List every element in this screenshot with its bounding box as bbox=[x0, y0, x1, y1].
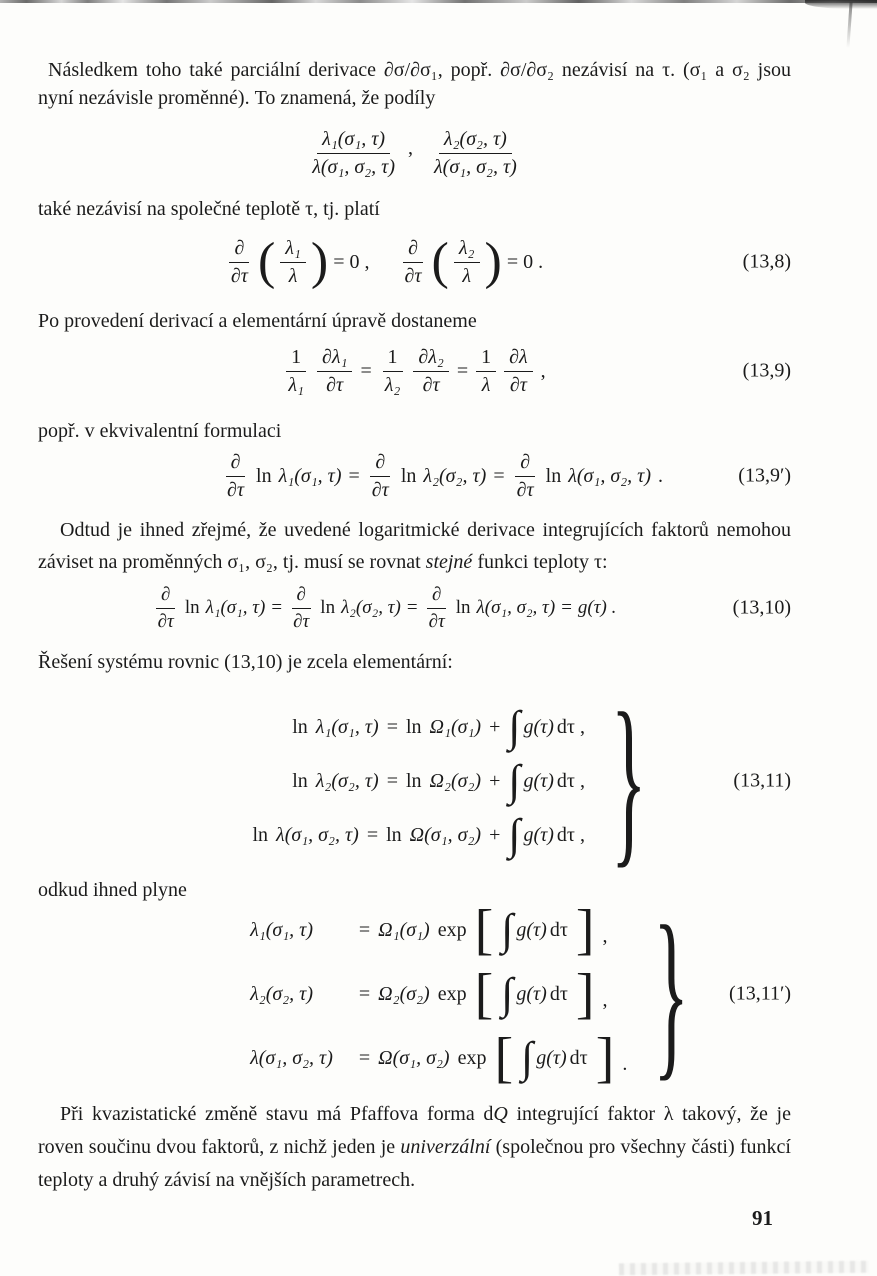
differential: dτ bbox=[569, 1046, 588, 1069]
math-term-g: g(τ) . bbox=[577, 597, 617, 618]
math-term: Ω(σ₁, σ₂) bbox=[409, 823, 482, 846]
fraction-denominator: λ(σ₁, σ₂, τ) bbox=[434, 155, 517, 178]
equation-rhs: = 0 , bbox=[333, 250, 370, 273]
ln-operator: ln bbox=[405, 715, 422, 738]
big-bracket-right: ] bbox=[595, 1027, 615, 1089]
math-expression bbox=[222, 450, 663, 503]
fraction-numerator: ∂λ bbox=[504, 345, 533, 372]
math-term: λ₂(σ₂, τ) bbox=[341, 597, 401, 618]
separator-comma: , bbox=[408, 136, 413, 159]
scan-artifact-bottom-right bbox=[619, 1261, 869, 1276]
math-fraction bbox=[153, 583, 179, 634]
text-run: (společnou pro všechny části) funkcí teploty a druhý závisí na vnějších parametrech. bbox=[38, 1136, 791, 1191]
paragraph-take-nezavisi: také nezávisí na společné teplotě τ, tj. platí bbox=[38, 198, 380, 220]
equation-13-8 bbox=[38, 226, 791, 298]
math-fraction bbox=[413, 345, 449, 398]
integral-group bbox=[501, 969, 568, 1018]
equals-sign: = bbox=[493, 464, 505, 487]
ln-operator: ln bbox=[320, 597, 336, 618]
equals-sign: = bbox=[386, 769, 398, 792]
system-brace-right: } bbox=[610, 676, 647, 886]
exp-operator: exp bbox=[457, 1046, 487, 1069]
ln-operator: ln bbox=[386, 823, 402, 846]
math-term: λ₁(σ₁, τ) bbox=[205, 597, 266, 618]
big-bracket-right: ] bbox=[575, 899, 595, 961]
fraction-denominator: ∂τ bbox=[422, 373, 440, 396]
fraction-denominator: ∂τ bbox=[516, 478, 534, 501]
math-term: λ₂(σ₂, τ) bbox=[423, 464, 487, 487]
equation-line-rhs bbox=[358, 1027, 628, 1089]
math-term: λ(σ₁, σ₂, τ) bbox=[476, 597, 556, 618]
fraction-numerator: ∂ bbox=[427, 583, 446, 609]
equation-system-lines bbox=[250, 899, 628, 1089]
fraction-numerator: ∂ bbox=[515, 450, 535, 477]
math-term: λ(σ₁, σ₂, τ) bbox=[276, 823, 359, 846]
big-paren-left: ( bbox=[257, 233, 276, 290]
equation-line-rhs bbox=[358, 899, 628, 961]
system-brace-right: } bbox=[653, 889, 689, 1099]
fraction-numerator: λ₂(σ₂, τ) bbox=[439, 127, 512, 154]
fraction-numerator: ∂λ₁ bbox=[317, 345, 353, 372]
integrand: g(τ) bbox=[523, 715, 554, 738]
math-fraction bbox=[400, 236, 427, 289]
equation-label: (13,11) bbox=[733, 769, 791, 792]
integral-group bbox=[508, 756, 585, 805]
paragraph-intro: Následkem toho také parciální derivace ∂σ/∂σ₁, popř. ∂σ/∂σ₂ nezávisí na τ. (σ₁ a σ₂ jsou nyní nezávisle proměnné). To znamená, že podíly bbox=[38, 59, 791, 109]
ln-operator: ln bbox=[292, 715, 308, 738]
equation-system-lines bbox=[252, 702, 585, 859]
fraction-denominator: ∂τ bbox=[157, 610, 174, 632]
equals-sign: = bbox=[561, 597, 572, 618]
math-fraction bbox=[476, 345, 496, 398]
equation-label: (13,8) bbox=[742, 250, 791, 273]
differential: dτ , bbox=[556, 769, 585, 792]
fraction-denominator: ∂τ bbox=[509, 373, 527, 396]
fraction-denominator: ∂τ bbox=[404, 264, 422, 287]
math-expression bbox=[153, 583, 617, 634]
math-term: λ₂(σ₂, τ) bbox=[315, 769, 379, 792]
math-expression bbox=[250, 889, 689, 1099]
differential: dτ bbox=[549, 982, 568, 1005]
ln-operator: ln bbox=[252, 823, 269, 846]
integral-sign: ∫ bbox=[501, 905, 514, 954]
equation-13-11 bbox=[38, 678, 791, 884]
math-term: λ₂(σ₂, τ) bbox=[250, 982, 314, 1005]
scan-artifact-top-right-blob bbox=[805, 0, 877, 9]
math-term: Ω(σ₁, σ₂) bbox=[378, 1046, 450, 1069]
fraction-denominator: λ bbox=[481, 373, 491, 396]
text-run: integrující faktor λ takový, že je roven součinu dvou faktorů, z nichž jeden je bbox=[38, 1103, 791, 1158]
math-fraction bbox=[222, 450, 249, 503]
math-term: λ₁(σ₁, τ) bbox=[315, 715, 379, 738]
math-term: Ω₂(σ₂) bbox=[429, 769, 482, 792]
ln-operator: ln bbox=[400, 464, 417, 487]
ln-operator: ln bbox=[184, 597, 200, 618]
equals-sign: = bbox=[366, 823, 379, 846]
integrand: g(τ) bbox=[536, 1046, 567, 1069]
separator-comma: , bbox=[540, 359, 546, 382]
paragraph-po-provedeni: Po provedení derivací a elementární úpravě dostaneme bbox=[38, 310, 477, 332]
math-fraction bbox=[280, 236, 306, 289]
fraction-denominator: λ₁ bbox=[288, 373, 304, 396]
differential: dτ , bbox=[556, 823, 585, 846]
equation-line bbox=[252, 810, 585, 859]
ln-operator: ln bbox=[545, 464, 562, 487]
exp-operator: exp bbox=[437, 918, 467, 941]
separator-comma: , bbox=[602, 989, 608, 1011]
fraction-numerator: ∂ bbox=[292, 583, 311, 609]
equals-sign: = bbox=[386, 715, 398, 738]
math-expression bbox=[226, 233, 544, 290]
text-run-italic: univerzální bbox=[400, 1136, 491, 1158]
fraction-denominator: ∂τ bbox=[226, 478, 245, 501]
big-paren-right: ) bbox=[310, 233, 329, 290]
math-term: λ(σ₁, σ₂, τ) bbox=[250, 1046, 333, 1069]
math-fraction bbox=[283, 345, 309, 398]
math-fraction bbox=[367, 450, 394, 503]
integral-sign: ∫ bbox=[521, 1033, 534, 1082]
equals-sign: = bbox=[358, 982, 371, 1005]
fraction-numerator: ∂ bbox=[370, 450, 390, 477]
ln-operator: ln bbox=[455, 597, 471, 618]
big-bracket-left: [ bbox=[474, 963, 494, 1025]
math-fraction bbox=[226, 236, 253, 289]
big-bracket-right: ] bbox=[575, 963, 595, 1025]
equation-line-rhs bbox=[358, 963, 628, 1025]
fraction-numerator: ∂λ₂ bbox=[413, 345, 449, 372]
math-fraction bbox=[307, 127, 400, 180]
paragraph-odkud: odkud ihned plyne bbox=[38, 879, 187, 901]
math-term: λ(σ₁, σ₂, τ) bbox=[568, 464, 651, 487]
text-run: funkci teploty τ: bbox=[472, 551, 608, 573]
math-fraction bbox=[512, 450, 539, 503]
equation-line bbox=[292, 702, 585, 751]
integral-group bbox=[521, 1033, 588, 1082]
math-expression bbox=[307, 127, 522, 180]
fraction-numerator: ∂ bbox=[403, 236, 423, 263]
fraction-numerator: ∂ bbox=[226, 450, 246, 477]
text-run: Při kvazistatické změně stavu má Pfaffova forma d bbox=[60, 1103, 494, 1125]
page-number: 91 bbox=[752, 1206, 773, 1230]
integrand: g(τ) bbox=[523, 823, 554, 846]
equation-13-10 bbox=[38, 580, 791, 636]
big-bracket-left: [ bbox=[494, 1027, 514, 1089]
math-term: λ₁(σ₁, τ) bbox=[250, 918, 314, 941]
period: . bbox=[658, 464, 663, 487]
math-fraction bbox=[424, 583, 450, 634]
fraction-denominator: ∂τ bbox=[428, 610, 445, 632]
equals-sign: = bbox=[360, 359, 372, 382]
equals-sign: = bbox=[271, 597, 283, 618]
integrand: g(τ) bbox=[516, 918, 547, 941]
equation-label: (13,11′) bbox=[729, 982, 791, 1005]
equation-rhs: = 0 . bbox=[506, 250, 544, 273]
scan-artifact-top-edge bbox=[0, 0, 877, 3]
period: . bbox=[622, 1053, 628, 1075]
equation-label: (13,10) bbox=[732, 596, 791, 619]
integral-group bbox=[508, 702, 585, 751]
integral-group bbox=[501, 905, 568, 954]
math-term: Ω₁(σ₁) bbox=[378, 918, 430, 941]
big-paren-left: ( bbox=[431, 233, 449, 290]
math-expression bbox=[252, 676, 647, 886]
equals-sign: = bbox=[358, 918, 371, 941]
equals-sign: = bbox=[456, 359, 469, 382]
fraction-numerator: λ₁(σ₁, τ) bbox=[317, 127, 390, 154]
integral-sign: ∫ bbox=[508, 810, 521, 859]
fraction-numerator: ∂ bbox=[156, 583, 175, 609]
equals-sign: = bbox=[358, 1046, 371, 1069]
fraction-denominator: λ bbox=[288, 264, 298, 287]
math-term: λ₁(σ₁, τ) bbox=[278, 464, 342, 487]
paragraph-odtud bbox=[38, 514, 791, 578]
math-term: Ω₁(σ₁) bbox=[429, 715, 482, 738]
math-fraction bbox=[429, 127, 522, 180]
fraction-numerator: ∂ bbox=[229, 236, 249, 263]
fraction-numerator: 1 bbox=[383, 345, 403, 372]
integral-sign: ∫ bbox=[508, 756, 521, 805]
equals-sign: = bbox=[406, 597, 418, 618]
math-term: Ω₂(σ₂) bbox=[378, 982, 430, 1005]
plus-sign: + bbox=[489, 715, 501, 738]
fraction-denominator: λ₂ bbox=[384, 373, 401, 396]
big-bracket-left: [ bbox=[474, 899, 494, 961]
equation-label: (13,9) bbox=[742, 359, 791, 382]
fraction-numerator: 1 bbox=[476, 345, 496, 372]
exp-operator: exp bbox=[437, 982, 467, 1005]
math-fraction bbox=[380, 345, 406, 398]
text-run: Odtud je ihned zřejmé, že uvedené logaritmické derivace integrujících faktorů nemohou záviset na proměnných σ₁, σ₂, tj. musí se rovnat bbox=[38, 519, 791, 573]
equation-13-9-prime bbox=[38, 444, 791, 508]
fraction-denominator: λ(σ₁, σ₂, τ) bbox=[312, 155, 395, 178]
integrand: g(τ) bbox=[516, 982, 547, 1005]
integral-sign: ∫ bbox=[501, 969, 514, 1018]
differential: dτ bbox=[549, 918, 568, 941]
fraction-denominator: ∂τ bbox=[371, 478, 389, 501]
equation-ratio-fractions bbox=[38, 116, 791, 190]
plus-sign: + bbox=[489, 769, 501, 792]
big-paren-right: ) bbox=[484, 233, 502, 290]
plus-sign: + bbox=[489, 823, 501, 846]
separator-comma: , bbox=[602, 925, 608, 947]
fraction-numerator: 1 bbox=[286, 345, 306, 372]
equation-label: (13,9′) bbox=[738, 464, 791, 487]
paragraph-popr-formulaci: popř. v ekvivalentní formulaci bbox=[38, 420, 282, 442]
math-fraction bbox=[454, 236, 480, 289]
text-run-italic: Q bbox=[493, 1103, 508, 1125]
paragraph-pri-kvazistaticke bbox=[38, 1098, 791, 1197]
equals-sign: = bbox=[348, 464, 360, 487]
integral-group bbox=[508, 810, 585, 859]
math-fraction bbox=[288, 583, 314, 634]
fraction-denominator: ∂τ bbox=[326, 373, 344, 396]
fraction-numerator: λ₂ bbox=[454, 236, 480, 263]
math-fraction bbox=[317, 345, 353, 398]
ln-operator: ln bbox=[292, 769, 308, 792]
equation-13-9 bbox=[38, 337, 791, 405]
math-fraction bbox=[504, 345, 533, 398]
paragraph-reseni: Řešení systému rovnic (13,10) je zcela elementární: bbox=[38, 651, 453, 673]
fraction-denominator: λ bbox=[462, 264, 472, 287]
fraction-denominator: ∂τ bbox=[230, 264, 248, 287]
ln-operator: ln bbox=[405, 769, 422, 792]
text-run-italic: stejné bbox=[425, 551, 473, 573]
integrand: g(τ) bbox=[523, 769, 554, 792]
math-expression bbox=[283, 345, 545, 398]
equation-line bbox=[292, 756, 585, 805]
differential: dτ , bbox=[556, 715, 585, 738]
ln-operator: ln bbox=[256, 464, 272, 487]
fraction-numerator: λ₁ bbox=[280, 236, 306, 263]
fraction-denominator: ∂τ bbox=[293, 610, 310, 632]
integral-sign: ∫ bbox=[508, 702, 521, 751]
